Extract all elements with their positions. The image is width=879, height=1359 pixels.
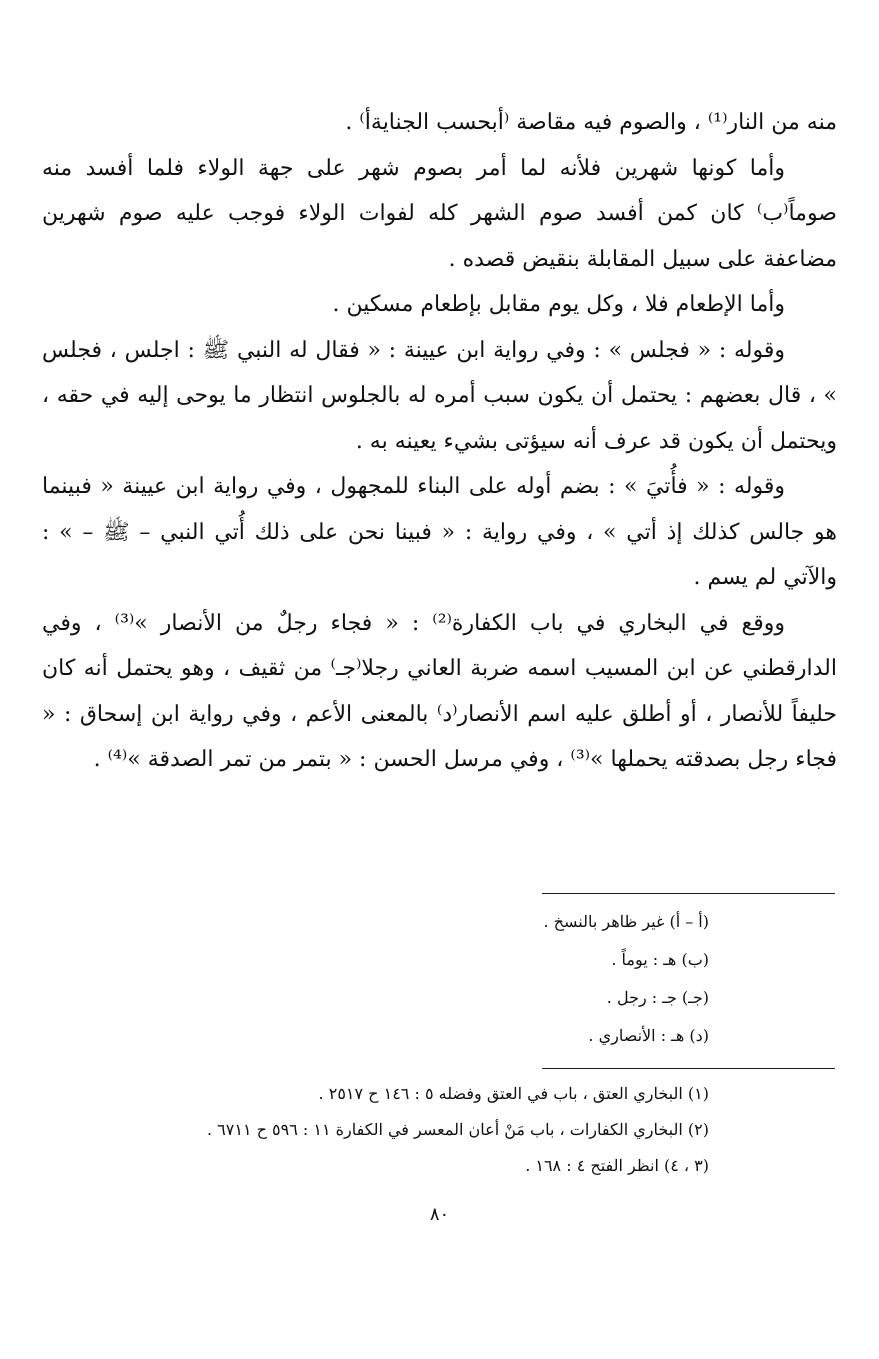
footnote-divider [542,1068,835,1069]
paragraph: منه من النار⁽¹⁾ ، والصوم فيه مقاصة ⁽أبحسب الجنايةأ⁾ . [345,110,837,135]
variant-notes [149,903,709,1055]
paragraph: وقوله : « فأُتيَ » : بضم أوله على البناء للمجهول ، وفي رواية ابن عيينة « فبينما هو جالس كذلك إذ أتي » ، وفي رواية : « فبينا نحن على ذلك أُتي النبي – ﷺ – » : والآتي لم يسم . [42,474,837,590]
main-text [42,100,837,783]
paragraph: وأما الإطعام فلا ، وكل يوم مقابل بإطعام مسكين . [332,292,785,317]
source-note: (٢) البخاري الكفارات ، باب مَنْ أعان المعسر في الكفارة ١١ : ٥٩٦ ح ٦٧١١ . [206,1120,709,1139]
page-number: ٨٠ [429,1204,450,1225]
source-note: (٣ ، ٤) انظر الفتح ٤ : ١٦٨ . [525,1156,709,1175]
source-note: (١) البخاري العتق ، باب في العتق وفضله ٥ : ١٤٦ ح ٢٥١٧ . [318,1084,709,1103]
footnote-divider [542,893,835,894]
paragraph: وأما كونها شهرين فلأنه لما أمر بصوم شهر على جهة الولاء فلما أفسد منه صوماً⁽ب⁾ كان كمن أفسد صوم الشهر كله لفوات الولاء فوجب عليه صوم شهرين مضاعفة على سبيل المقابلة بنقيض قصده . [42,155,837,272]
variant-note: (ب) هـ : يوماً . [611,950,709,969]
paragraph: وقوله : « فجلس » : وفي رواية ابن عيينة : « فقال له النبي ﷺ : اجلس ، فجلس » ، قال بعضهم : يحتمل أن يكون سبب أمره له بالجلوس انتظار ما يوحى إليه في حقه ، ويحتمل أن يكون قد عرف أنه سيؤتى بشيء يعينه به . [42,337,837,454]
variant-note: (أ – أ) غير ظاهر بالنسخ . [543,912,709,931]
paragraph: ووقع في البخاري في باب الكفارة⁽²⁾ : « فجاء رجلٌ من الأنصار »⁽³⁾ ، وفي الدارقطني عن ابن المسيب اسمه ضربة العاني رجلا⁽جـ⁾ من ثقيف ، وهو يحتمل أنه كان حليفاً للأنصار ، أو أطلق عليه اسم الأنصار⁽د⁾ بالمعنى الأعم ، وفي رواية ابن إسحاق : « فجاء رجل بصدقته يحملها »⁽³⁾ ، وفي مرسل الحسن : « بتمر من تمر الصدقة »⁽⁴⁾ . [42,610,837,772]
variant-note: (د) هـ : الأنصاري . [588,1026,709,1045]
source-notes [89,1076,709,1184]
variant-note: (جـ) جـ : رجل . [606,988,709,1007]
